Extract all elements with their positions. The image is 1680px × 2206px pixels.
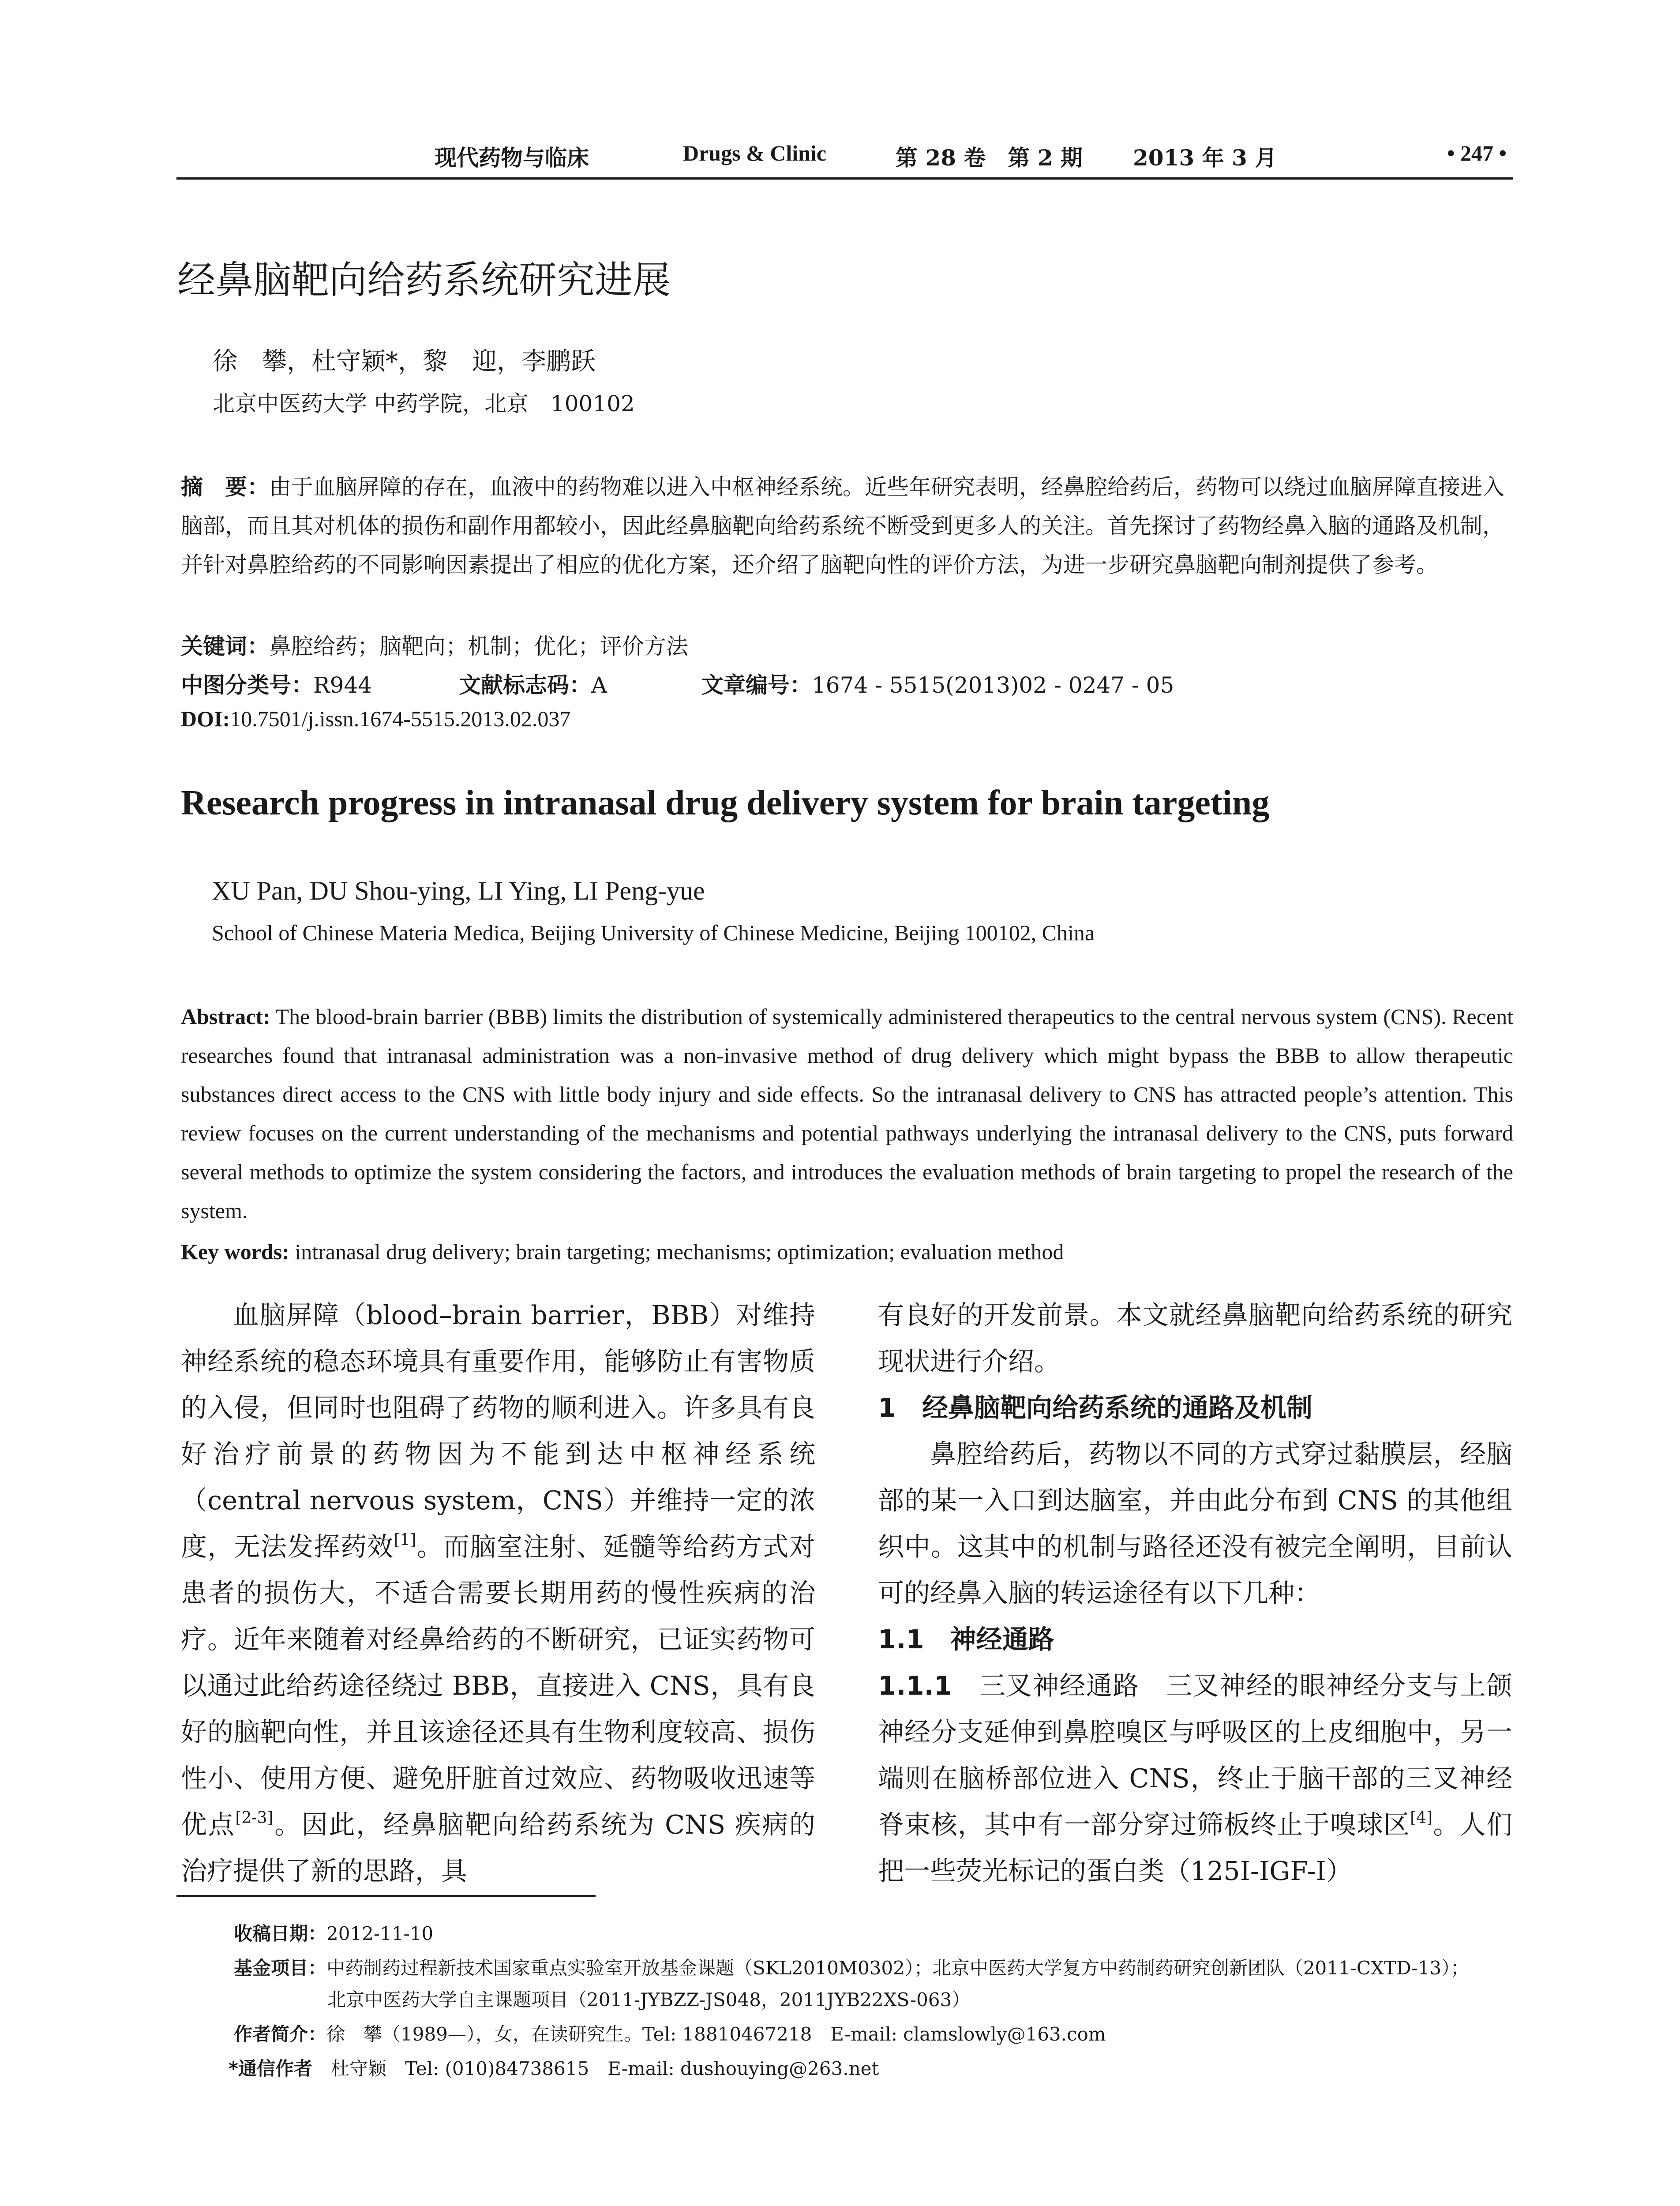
article-number-value: 1674 - 5515(2013)02 - 0247 - 05 [812, 672, 1174, 698]
abstract-en [181, 997, 1513, 1230]
intro-paragraph [181, 1292, 815, 1894]
footnote-fund [234, 1954, 1469, 1980]
abstract-label-cn: 摘 要： [181, 474, 269, 500]
clc-value: R944 [313, 672, 372, 698]
section-1-1-1-text: 三叉神经的眼神经分支与上颌神经分支延伸到鼻腔嗅区与呼吸区的上皮细胞中，另一端则在脑桥部位进入 CNS，终止于脑干部的三叉神经脊束核，其中有一部分穿过筛板终止于嗅球区 [878, 1670, 1512, 1840]
doc-code-value: A [591, 672, 608, 698]
issue-date: 2013 年 3 月 [1133, 145, 1277, 171]
section-1-1-heading: 1.1 神经通路 [878, 1624, 1054, 1654]
section-1-1-1-paragraph [878, 1662, 1512, 1894]
citation-1: [1] [394, 1531, 416, 1549]
section-1-1-1-number: 1.1.1 [878, 1670, 952, 1701]
journal-name-en: Drugs & Clinic [683, 141, 826, 165]
abstract-text-cn: 由于血脑屏障的存在，血液中的药物难以进入中枢神经系统。近些年研究表明，经鼻腔给药后，药物可以绕过血脑屏障直接进入脑部，而且其对机体的损伤和副作用都较小，因此经鼻脑靶向给药系统不断受到更多人的关注。首先探讨了药物经鼻入脑的通路及机制，并针对鼻腔给药的不同影响因素提出了相应的优化方案，还介绍了脑靶向性的评价方法，为进一步研究鼻脑靶向制剂提供了参考。 [181, 474, 1504, 578]
received-date: 2012-11-10 [326, 1923, 434, 1944]
clc-label: 中图分类号： [181, 672, 313, 698]
doi-label: DOI: [181, 706, 230, 731]
keywords-text-en: intranasal drug delivery; brain targeting; mechanisms; optimization; evaluation method [295, 1239, 1064, 1264]
footnote-fund-2: 北京中医药大学自主课题项目（2011-JYBZZ-JS048，2011JYB22XS-063） [327, 1989, 971, 2011]
doi-line [181, 706, 570, 732]
body-right-column [878, 1292, 1512, 1894]
intro-text-2: 。而脑室注射、延髓等给药方式对患者的损伤大，不适合需要长期用药的慢性疾病的治疗。近年来随着对经鼻给药的不断研究，已证实药物可以通过此给药途径绕过 BBB，直接进入 CNS，具有良好的脑靶向性，并且该途径还具有生物利度较高、损伤性小、使用方便、避免肝脏首过效应、药物吸收迅速等优点 [181, 1531, 815, 1840]
section-1-1-1-text-2: 。人们把一些荧光标记的蛋白类（125I-IGF-I） [878, 1809, 1512, 1886]
section-1-1-1-title: 三叉神经通路 [979, 1670, 1140, 1701]
section-1-paragraph: 鼻腔给药后，药物以不同的方式穿过黏膜层，经脑部的某一入口到达脑室，并由此分布到 CNS 的其他组织中。这其中的机制与路径还没有被完全阐明，目前认可的经鼻入脑的转运途径有以下几种： [878, 1439, 1512, 1608]
abstract-label-en: Abstract: [181, 1004, 270, 1029]
intro-text-1: 血脑屏障（blood–brain barrier，BBB）对维持神经系统的稳态环境具有重要作用，能够防止有害物质的入侵，但同时也阻碍了药物的顺利进入。许多具有良好治疗前景的药物因为不能到达中枢神经系统（central nervous system，CNS）并维持一定的浓度，无法发挥药效 [181, 1300, 815, 1562]
fund-text-1: 中药制药过程新技术国家重点实验室开放基金课题（SKL2010M0302）；北京中医药大学复方中药制药研究创新团队（2011-CXTD-13）； [326, 1957, 1470, 1979]
clc-line [181, 668, 372, 699]
article-number [701, 668, 1174, 699]
fund-label: 基金项目： [234, 1957, 327, 1979]
keywords-label-cn: 关键词： [181, 634, 269, 659]
affiliation-en: School of Chinese Materia Medica, Beijing University of Chinese Medicine, Beijing 100102, China [212, 920, 1095, 945]
footnote-corresponding [229, 2054, 879, 2081]
corresponding-label: *通信作者 [229, 2058, 312, 2079]
author-info: 徐 攀（1989—），女，在读研究生。Tel: 18810467218 E-mail: clamslowly@163.com [326, 2023, 1106, 2045]
abstract-text-en: The blood-brain barrier (BBB) limits the distribution of systemically administered therapeutics to the central nervous system (CNS). Recent researches found that intranasal administration was a non-invasive method of drug delivery which might bypass the BBB to allow therapeutic substances direct access to the CNS with little body injury and side effects. So the intranasal delivery to CNS has attracted people’s attention. This review focuses on the current understanding of the mechanisms and potential pathways underlying the intranasal delivery to the CNS, puts forward several methods to optimize the system considering the factors, and introduces the evaluation methods of brain targeting to propel the research of the system. [181, 1004, 1513, 1223]
doc-code [459, 668, 607, 699]
authors-cn: 徐 攀，杜守颖*，黎 迎，李鹏跃 [213, 347, 596, 376]
intro-continuation: 有良好的开发前景。本文就经鼻脑靶向给药系统的研究现状进行介绍。 [878, 1300, 1512, 1377]
footnote-rule [176, 1895, 596, 1897]
header-rule [176, 177, 1513, 180]
footnote-received [234, 1919, 433, 1946]
author-info-label: 作者简介： [234, 2023, 327, 2045]
article-title-en: Research progress in intranasal drug delivery system for brain targeting [181, 784, 1270, 822]
authors-en: XU Pan, DU Shou-ying, LI Ying, LI Peng-yue [212, 876, 705, 905]
affiliation-cn: 北京中医药大学 中药学院，北京 100102 [213, 391, 635, 416]
keywords-text-cn: 鼻腔给药；脑靶向；机制；优化；评价方法 [269, 634, 688, 659]
body-left-column [181, 1292, 815, 1894]
footnote-author [234, 2020, 1106, 2046]
keywords-en [181, 1239, 1064, 1264]
intro-text-3: 。因此，经鼻脑靶向给药系统为 CNS 疾病的治疗提供了新的思路，具 [181, 1809, 815, 1886]
volume-issue: 第 28 卷 第 2 期 [896, 145, 1083, 171]
article-number-label: 文章编号： [701, 672, 812, 698]
keywords-label-en: Key words: [181, 1239, 289, 1264]
citation-2-3: [2-3] [235, 1809, 274, 1827]
received-label: 收稿日期： [234, 1923, 327, 1944]
journal-name-cn: 现代药物与临床 [435, 145, 589, 171]
doc-code-label: 文献标志码： [459, 672, 591, 698]
article-title-cn: 经鼻脑靶向给药系统研究进展 [177, 258, 671, 302]
page-number: • 247 • [1447, 141, 1507, 165]
section-1-heading: 1 经鼻脑靶向给药系统的通路及机制 [878, 1392, 1313, 1423]
citation-4: [4] [1410, 1809, 1433, 1827]
abstract-cn [181, 468, 1513, 584]
doi-value: 10.7501/j.issn.1674-5515.2013.02.037 [230, 706, 571, 731]
keywords-cn [181, 629, 688, 660]
corresponding-info: 杜守颖 Tel: (010)84738615 E-mail: dushouying@263.net [330, 2058, 879, 2079]
